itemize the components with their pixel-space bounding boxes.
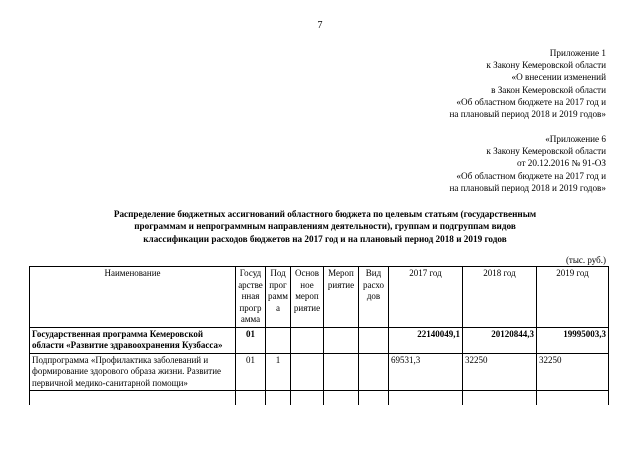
row-2017: 69531,3 — [389, 353, 463, 391]
annex-line: Приложение 1 — [549, 48, 606, 58]
row-2018 — [463, 391, 537, 406]
row-name: Подпрограмма «Профилактика заболеваний и формирование здорового образа жизни. Развитие первичной медико-санитарной помощи» — [30, 353, 236, 391]
row-main-event — [291, 327, 324, 353]
title-line: классификации расходов бюджетов на 2017 год и на плановый период 2018 и 2019 годов — [143, 233, 507, 244]
title-line: программам и непрограммным направлениям деятельности), группам и подгруппам видов — [134, 221, 516, 232]
row-2017: 22140049,1 — [389, 327, 463, 353]
units-label: (тыс. руб.) — [565, 255, 606, 265]
annex-line: на плановый период 2018 и 2019 годов» — [449, 182, 606, 193]
table-row — [30, 353, 609, 391]
annex-line: «О внесении изменений — [511, 72, 606, 83]
row-main-event — [291, 391, 324, 406]
row-event — [324, 391, 359, 406]
row-program — [236, 391, 266, 406]
header-subprogram: Под прог рамм а — [266, 267, 291, 328]
table-header-row — [30, 267, 609, 328]
row-2019 — [537, 391, 609, 406]
budget-table — [29, 266, 609, 405]
row-program: 01 — [236, 327, 266, 353]
annex-line: «Об областном бюджете на 2017 год и — [456, 96, 606, 107]
row-main-event — [291, 353, 324, 391]
header-2019: 2019 год — [537, 267, 609, 328]
annex-line: от 20.12.2016 № 91-ОЗ — [517, 158, 606, 169]
header-expense-type: Вид расхо дов — [359, 267, 389, 328]
row-program: 01 — [236, 353, 266, 391]
document-title — [60, 208, 590, 245]
row-expense-type — [359, 327, 389, 353]
title-line: Распределение бюджетных ассигнований областного бюджета по целевым статьям (государственным — [113, 209, 537, 219]
row-name: Государственная программа Кемеровской области «Развитие здравоохранения Кузбасса» — [30, 327, 236, 353]
table-row-continuation — [30, 391, 609, 406]
header-event: Мероп риятие — [324, 267, 359, 328]
row-2019: 32250 — [537, 353, 609, 391]
annex-line: к Закону Кемеровской области — [486, 146, 606, 157]
row-event — [324, 327, 359, 353]
header-2018: 2018 год — [463, 267, 537, 328]
row-subprogram — [266, 327, 291, 353]
row-2017 — [389, 391, 463, 406]
annex-line: к Закону Кемеровской области — [486, 60, 606, 71]
row-2018: 20120844,3 — [463, 327, 537, 353]
row-event — [324, 353, 359, 391]
row-subprogram: 1 — [266, 353, 291, 391]
header-program: Госуд арстве нная прогр амма — [236, 267, 266, 328]
header-main-event: Основ ное мероп риятие — [291, 267, 324, 328]
row-expense-type — [359, 391, 389, 406]
annex-line: на плановый период 2018 и 2019 годов» — [449, 109, 606, 120]
row-name — [30, 391, 236, 406]
table-row — [30, 327, 609, 353]
row-subprogram — [266, 391, 291, 406]
page-number: 7 — [317, 20, 323, 31]
row-expense-type — [359, 353, 389, 391]
annex-line: «Об областном бюджете на 2017 год и — [456, 170, 606, 181]
annex-1-heading — [449, 47, 606, 120]
row-2018: 32250 — [463, 353, 537, 391]
header-name: Наименование — [30, 267, 236, 328]
annex-line: в Закон Кемеровской области — [491, 84, 606, 95]
row-2019: 19995003,3 — [537, 327, 609, 353]
annex-6-heading — [449, 133, 606, 194]
annex-line: «Приложение 6 — [545, 134, 606, 144]
header-2017: 2017 год — [389, 267, 463, 328]
